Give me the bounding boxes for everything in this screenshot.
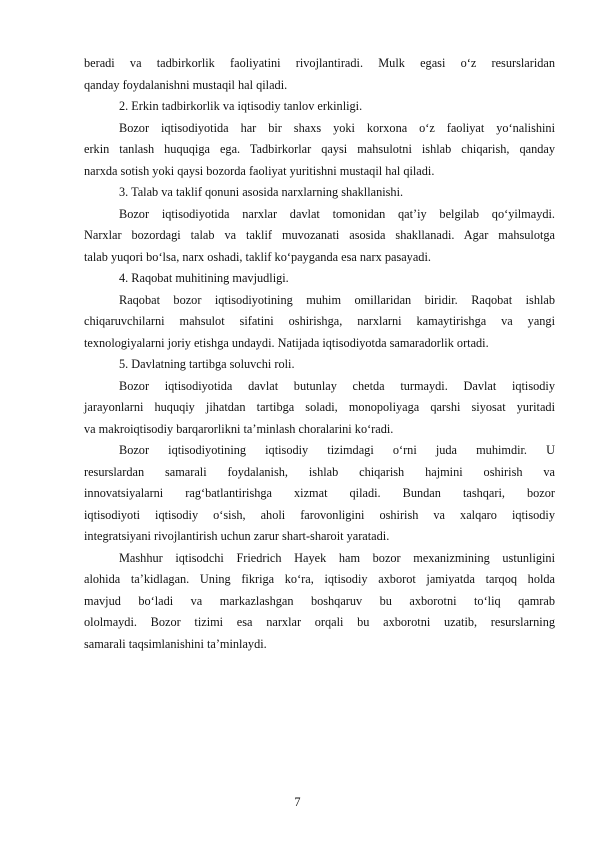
text-line: alohida ta’kidlagan. Uning fikriga ko‘ra, iqtisodiy axborot jamiyatda tarqoq holda: [84, 572, 555, 586]
text-line: samarali taqsimlanishini ta’minlaydi.: [84, 636, 267, 651]
text-line: Bozor iqtisodiyotida davlat butunlay chetda turmaydi. Davlat iqtisodiy: [119, 378, 555, 393]
text-line: Narxlar bozordagi talab va taklif muvozanati asosida shakllanadi. Agar mahsulotga: [84, 228, 555, 242]
text-line: 4. Raqobat muhitining mavjudligi.: [119, 271, 289, 285]
text-line: qanday foydalanishni mustaqil hal qiladi.: [84, 77, 288, 92]
text-line: texnologiyalarni joriy etishga undaydi. Natijada iqtisodiyotda samaradorlik ortadi.: [84, 335, 489, 350]
text-line: jarayonlarni huquqiy jihatdan tartibga soladi, monopoliyaga qarshi siyosat yuritadi: [84, 400, 555, 414]
text-line: 5. Davlatning tartibga soluvchi roli.: [119, 357, 295, 371]
text-line: Bozor iqtisodiyotida har bir shaxs yoki korxona o‘z faoliyat yo‘nalishini: [119, 120, 555, 135]
body-text: [84, 53, 555, 655]
text-line: va makroiqtisodiy barqarorlikni ta’minlash choralarini ko‘radi.: [84, 421, 394, 436]
text-line: ololmaydi. Bozor tizimi esa narxlar orqali bu axborotni uzatib, resurslarning: [84, 615, 555, 629]
text-line: chiqaruvchilarni mahsulot sifatini oshirishga, narxlarni kamaytirishga va yangi: [84, 314, 555, 328]
text-line: erkin tanlash huquqiga ega. Tadbirkorlar qaysi mahsulotni ishlab chiqarish, qanday: [84, 142, 555, 156]
text-line: talab yuqori bo‘lsa, narx oshadi, taklif ko‘payganda esa narx pasayadi.: [84, 249, 431, 264]
text-line: beradi va tadbirkorlik faoliyatini rivojlantiradi. Mulk egasi o‘z resurslaridan: [84, 56, 555, 70]
text-line: integratsiyani rivojlantirish uchun zarur shart-sharoit yaratadi.: [84, 529, 390, 543]
text-line: 2. Erkin tadbirkorlik va iqtisodiy tanlov erkinligi.: [119, 99, 363, 113]
text-line: Mashhur iqtisodchi Friedrich Hayek ham bozor mexanizmining ustunligini: [119, 550, 555, 565]
text-line: Bozor iqtisodiyotida narxlar davlat tomonidan qat’iy belgilab qo‘yilmaydi.: [119, 206, 555, 221]
text-line: mavjud bo‘ladi va markazlashgan boshqaruv bu axborotni to‘liq qamrab: [84, 593, 555, 608]
text-line: iqtisodiyoti iqtisodiy o‘sish, aholi farovonligini oshirish va xalqaro iqtisodiy: [84, 507, 555, 522]
text-line: Raqobat bozor iqtisodiyotining muhim omillaridan biridir. Raqobat ishlab: [119, 292, 555, 307]
text-line: Bozor iqtisodiyotining iqtisodiy tizimdagi o‘rni juda muhimdir. U: [119, 443, 555, 457]
page-number: 7: [294, 795, 301, 809]
text-line: 3. Talab va taklif qonuni asosida narxlarning shakllanishi.: [119, 185, 404, 199]
text-line: resurslardan samarali foydalanish, ishlab chiqarish hajmini oshirish va: [84, 464, 555, 479]
text-line: narxda sotish yoki qaysi bozorda faoliyat yuritishni mustaqil hal qiladi.: [84, 163, 435, 178]
text-line: innovatsiyalarni rag‘batlantirishga xizmat qiladi. Bundan tashqari, bozor: [84, 486, 555, 500]
